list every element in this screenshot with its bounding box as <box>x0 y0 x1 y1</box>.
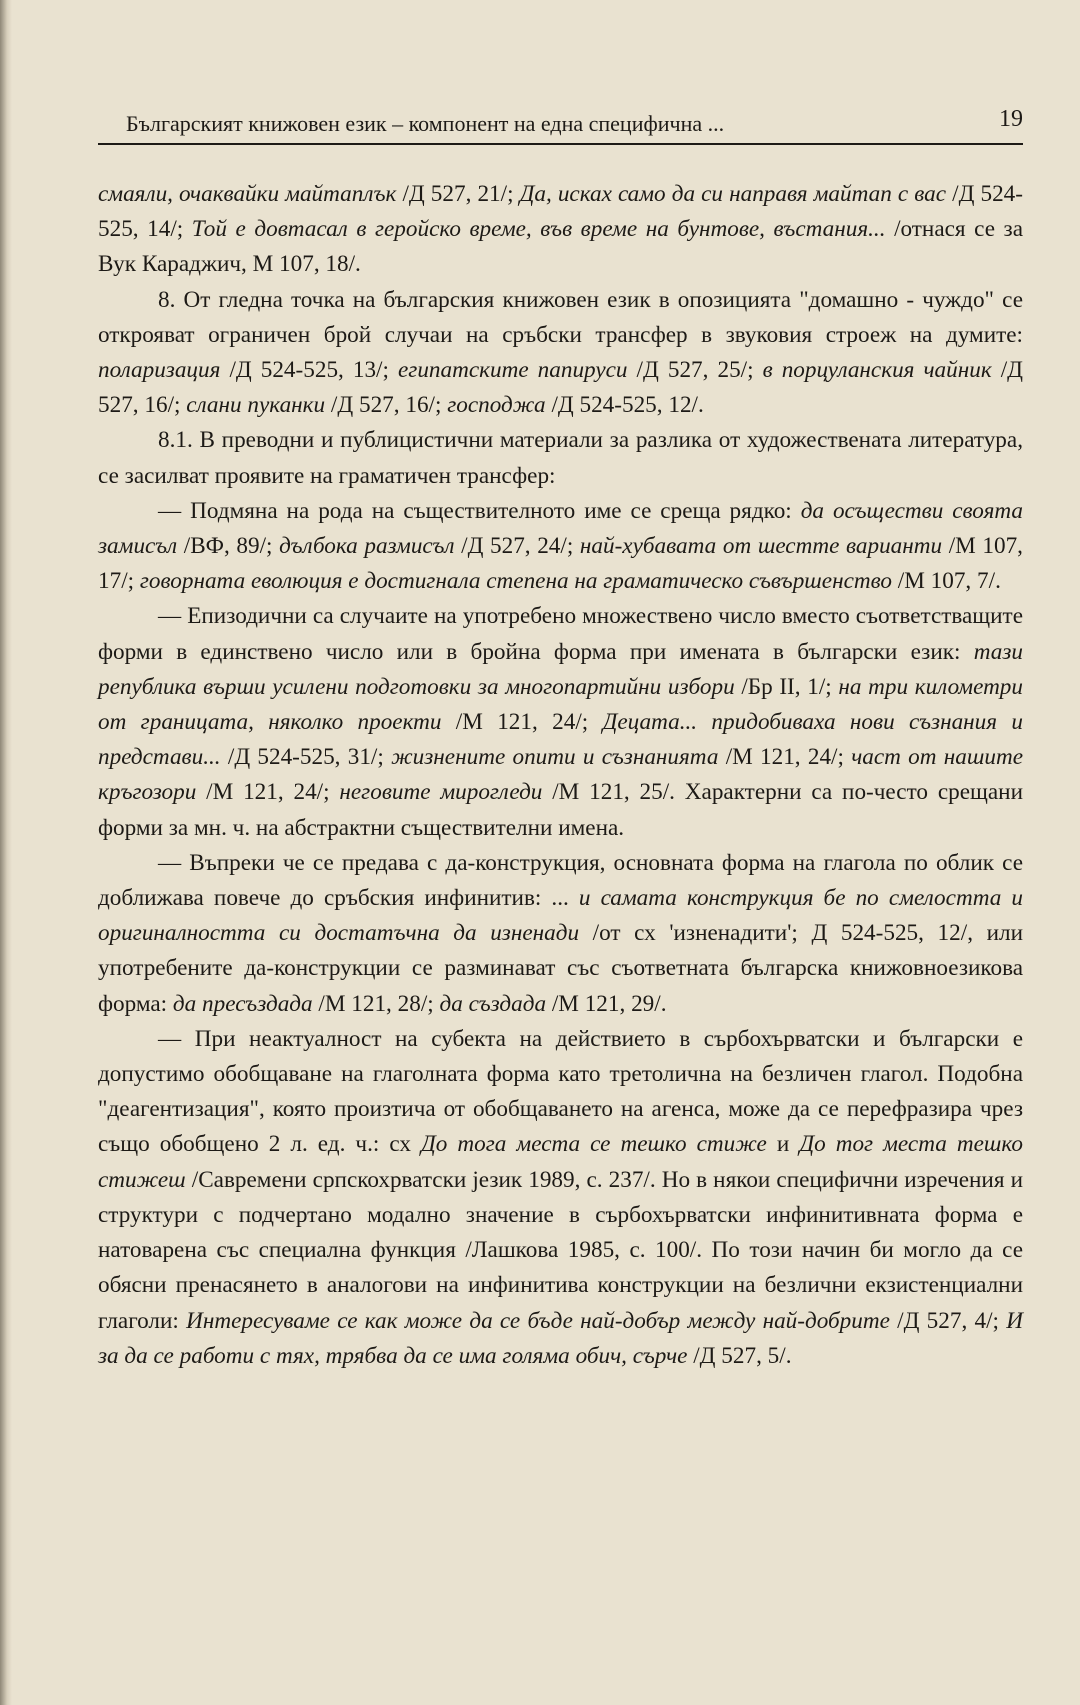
example-text: част от нашите кръгозори <box>98 744 1023 806</box>
example-text: смаяли, очаквайки майтаплък <box>98 181 397 207</box>
citation: /отнася се за Вук Караджич, М 107, 18/. <box>98 216 1023 278</box>
paragraph-6 <box>98 846 1023 1022</box>
citation: /Бр II, 1/; <box>734 673 839 700</box>
citation: /М 121, 28/; <box>312 990 440 1017</box>
example-text: в порцуланския чайник <box>762 357 992 384</box>
paragraph-1 <box>98 177 1023 283</box>
body-span: — Въпреки че се предава с да-конструкция, основната форма на глагола по облик се доближава повече до сръбския инфинитив: ... <box>98 849 1023 912</box>
example-text: До тога места се тешко стиже <box>421 1131 767 1158</box>
example-text: Той е довтасал в геройско време, във време на бунтове, въстания... <box>191 216 886 243</box>
citation: /М 121, 24/; <box>441 709 603 736</box>
example-text: на три километри от границата, няколко проекти <box>98 673 1023 736</box>
paragraph-4 <box>98 494 1023 600</box>
example-text: Децата... придобиваха нови съзнания и представи... <box>98 709 1023 771</box>
page-number: 19 <box>999 106 1023 132</box>
citation: /ВФ, 89/; <box>177 533 280 560</box>
citation: /Д 527, 24/; <box>454 533 580 560</box>
body-span: 8. От гледна точка на българския книжовен език в опозицията "домашно - чуждо" се открояват ограничен брой случаи на сръбски трансфер в звуковия строеж на думите: <box>98 286 1023 348</box>
example-text: слани пуканки <box>186 392 326 419</box>
body-span: — При неактуалност на субекта на действието в сърбохърватски и български е допустимо обобщаване на глаголната форма като третолична на безличен глагол. Подобна "деагентизация", която произтича от обобщаването на агенса, може да се перефразира чрез също обобщено 2 л. ед. ч.: сх <box>98 1025 1023 1158</box>
example-text: египатските папируси <box>398 357 628 384</box>
body-span: и <box>766 1131 800 1158</box>
citation: /Д 524-525, 14/; <box>98 181 1023 243</box>
example-text: До тог места тешко стижеш <box>98 1131 1023 1193</box>
citation: /Д 527, 16/; <box>98 357 1023 419</box>
citation: /М 107, 17/; <box>98 533 1023 595</box>
example-text: тази република върши усилени подготовки за многопартийни избори <box>98 638 1023 700</box>
example-text: неговите мирогледи <box>339 779 543 806</box>
body-text <box>98 177 1023 1374</box>
example-text: дълбока размисъл <box>279 533 455 560</box>
example-text: поларизация <box>98 357 221 384</box>
body-span: — Подмяна на рода на съществителното име се среща рядко: <box>158 497 801 524</box>
running-header-title: Българският книжовен език – компонент на една специфична ... <box>126 111 725 136</box>
example-text: най-хубавата от шестте варианти <box>579 533 943 560</box>
page-edge-shadow <box>0 0 12 1705</box>
paragraph-5 <box>98 599 1023 845</box>
citation: /Д 527, 4/; <box>889 1307 1007 1334</box>
citation: /М 107, 7/. <box>892 568 1001 595</box>
citation: /Д 524-525, 31/; <box>220 744 392 771</box>
citation: /Д 527, 21/; <box>396 181 520 207</box>
citation: /Д 524-525, 13/; <box>220 357 398 384</box>
citation: /от сх 'изненадити'; Д 524-525, 12/, или употребените да-конструкции се разминават със съответната българска книжовноезикова форма: <box>98 920 1023 1017</box>
example-text: И за да се работи с тях, трябва да се има голяма обич, сърче <box>98 1307 1023 1369</box>
example-text: говорната еволюция е достигнала степена на граматическо съвършенство <box>139 568 892 595</box>
paragraph-2 <box>98 283 1023 424</box>
example-text: Интересуваме се как може да се бъде най-добър между най-добрите <box>186 1307 890 1334</box>
example-text: господжа <box>447 392 546 419</box>
citation: /Д 527, 5/. <box>687 1342 792 1369</box>
example-text: да осъществи своята замисъл <box>98 497 1023 560</box>
citation: /М 121, 25/. Характерни са по-често срещани форми за мн. ч. на абстрактни съществителни имена. <box>98 779 1023 841</box>
citation: /М 121, 24/; <box>718 744 852 771</box>
example-text: да създада <box>439 990 547 1017</box>
example-text: Да, исках само да си направя майтап с вас <box>519 181 947 207</box>
citation: /Д 524-525, 12/. <box>545 392 704 419</box>
citation: /Савремени српскохрватски језик 1989, с. 237/. Но в някои специфични изречения и структури с подчертано модално значение в сърбохърватски инфинитивната форма е натоварена със специална функция /Лашкова 1985, с. 100/. По този начин би могло да се обясни пренасянето в аналогови на инфинитива конструкции на безлични екзистенциални глаголи: <box>98 1166 1023 1334</box>
body-span: — Епизодични са случаите на употребено множествено число вместо съответстващите форми в единствено число или в бройна форма при имената в български език: <box>98 603 1023 665</box>
paragraph-7 <box>98 1022 1023 1374</box>
citation: /Д 527, 16/; <box>325 392 448 419</box>
running-header <box>98 103 1023 145</box>
example-text: жизнените опити и съзнанията <box>391 744 719 771</box>
citation: /М 121, 29/. <box>546 990 667 1017</box>
citation: /Д 527, 25/; <box>627 357 763 384</box>
body-span: 8.1. В преводни и публицистични материали за разлика от художествената литература, се засилват проявите на граматичен трансфер: <box>98 427 1023 489</box>
example-text: да пресъздада <box>172 990 313 1017</box>
paragraph-3 <box>98 423 1023 493</box>
citation: /М 121, 24/; <box>196 779 340 806</box>
example-text: и самата конструкция бе по смелостта и оригиналността си достатъчна да изненади <box>98 885 1023 947</box>
